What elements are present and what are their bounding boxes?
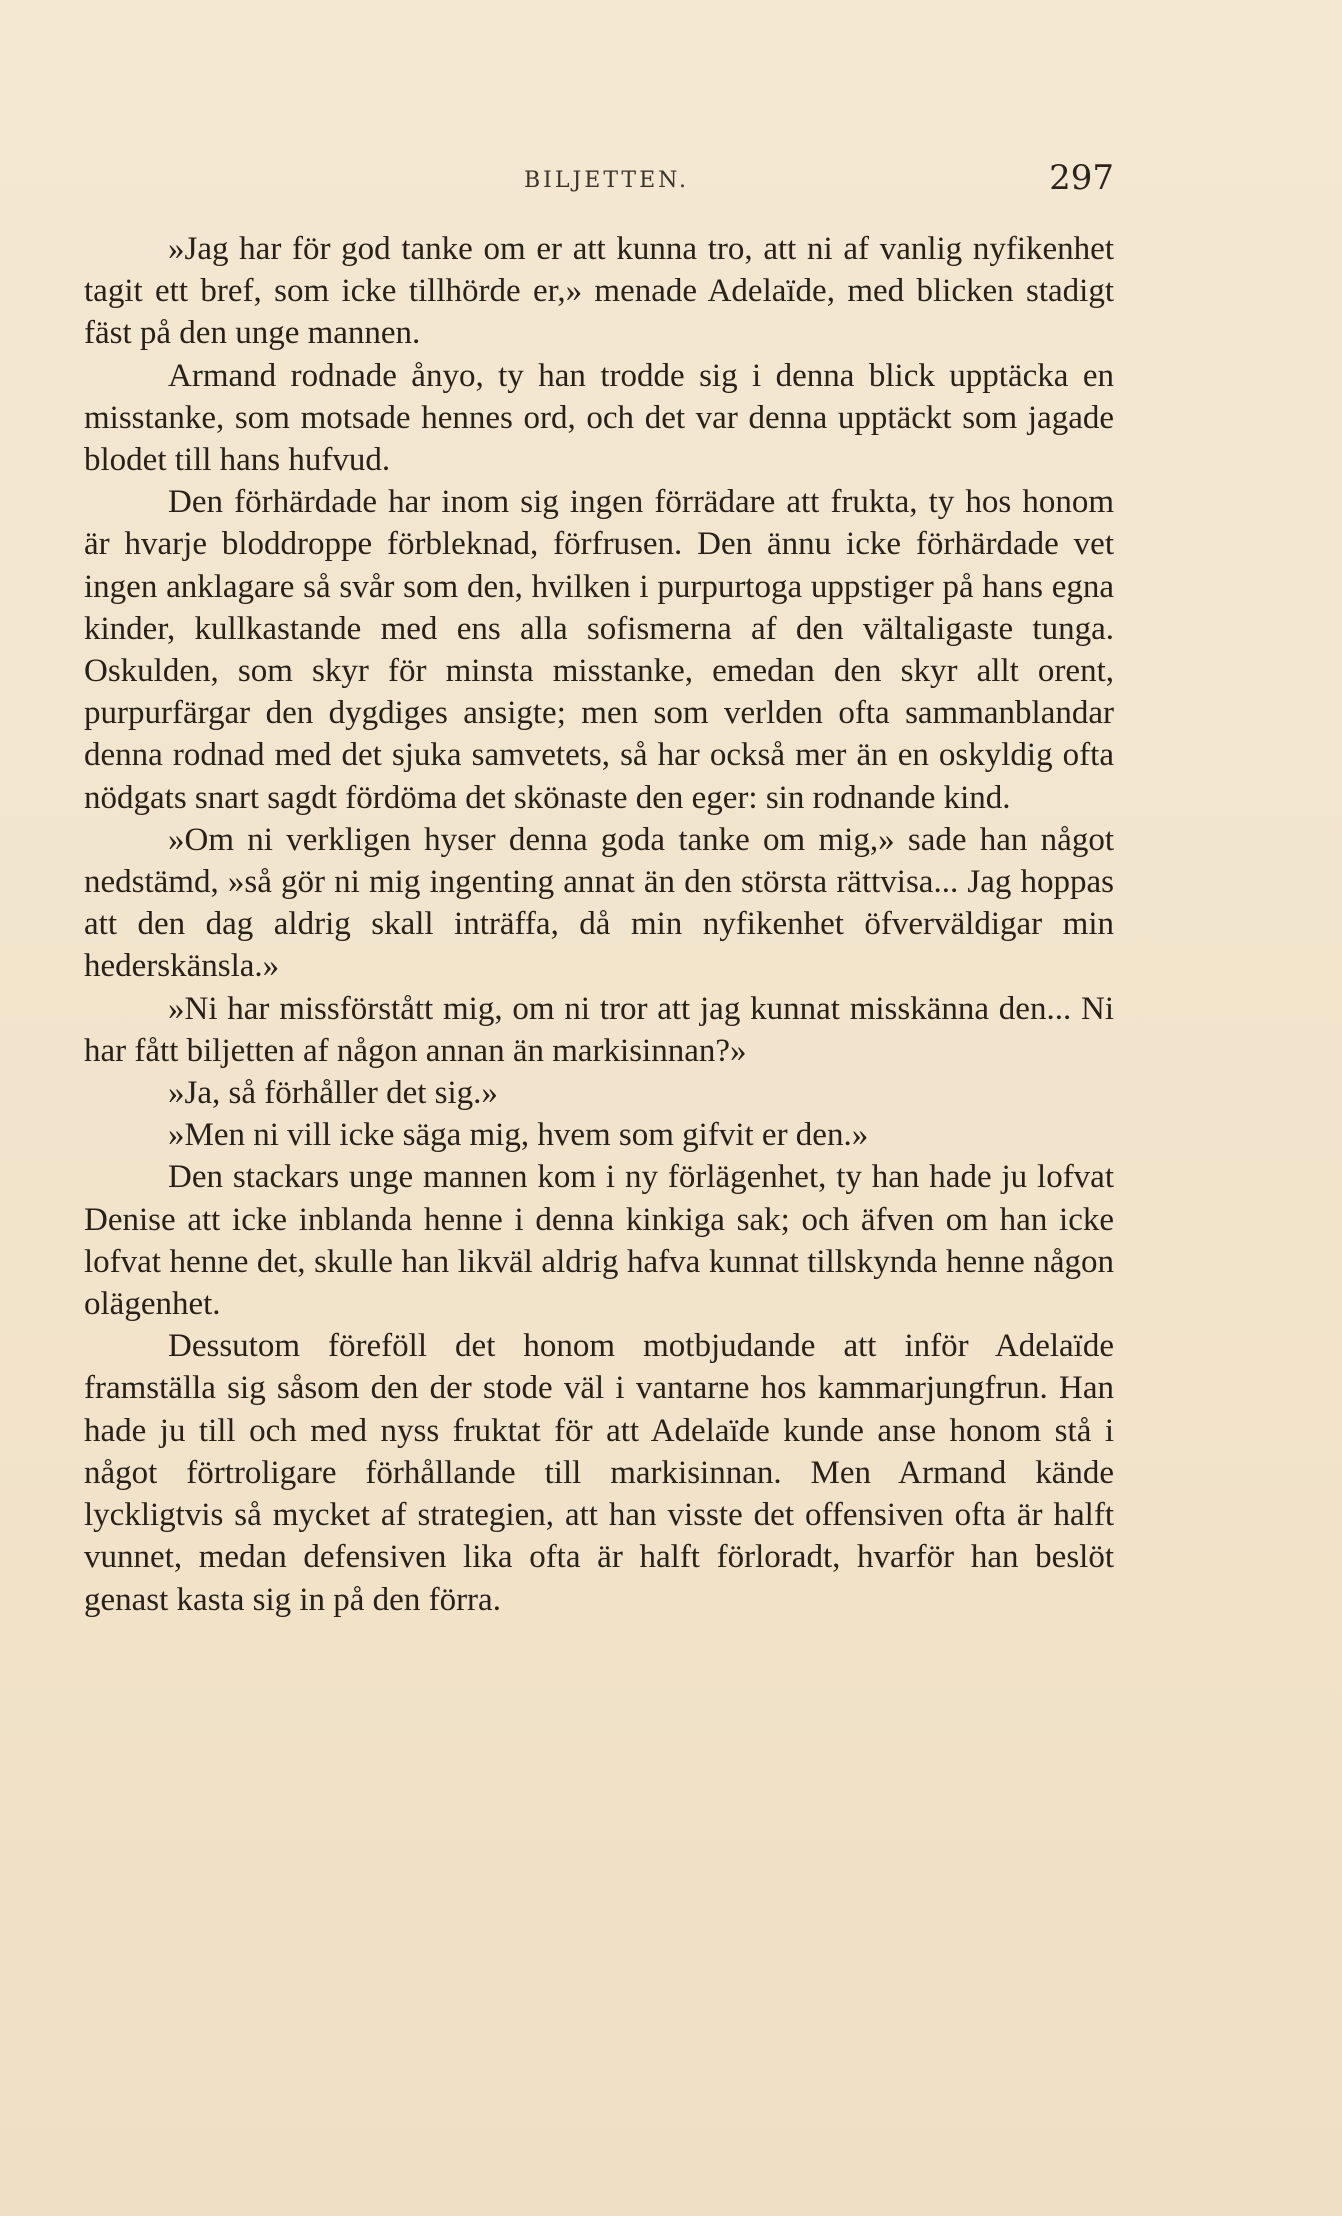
paragraph: »Ja, så förhåller det sig.» [168, 1075, 498, 1112]
body-text [84, 228, 1114, 1621]
paragraph: Dessutom föreföll det honom motbjudande att inför Adelaïde framställa sig såsom den der stode väl i vantarne hos kammarjungfrun. Han hade ju till och med nyss fruktat för att Adelaïde kunde anse honom stå i något förtroligare förhållande till markisinnan. Men Armand kände lyckligtvis så mycket af strategien, att han visste det offensiven ofta är halft vunnet, medan defensiven lika ofta är halft förloradt, hvarför han beslöt genast kasta sig in på den förra. [84, 1328, 1114, 1618]
paragraph: Den förhärdade har inom sig ingen förrädare att frukta, ty hos honom är hvarje bloddroppe förbleknad, förfrusen. Den ännu icke förhärdade vet ingen anklagare så svår som den, hvilken i purpurtoga uppstiger på hans egna kinder, kullkastande med ens alla sofismerna af den vältaligaste tunga. Oskulden, som skyr för minsta misstanke, emedan den skyr allt orent, purpurfärgar den dygdiges ansigte; men som verlden ofta sammanblandar denna rodnad med det sjuka samvetets, så har också mer än en oskyldig ofta nödgats snart sagdt fördöma det skönaste den eger: sin rodnande kind. [84, 484, 1114, 816]
paragraph: Armand rodnade ånyo, ty han trodde sig i denna blick upptäcka en misstanke, som motsade hennes ord, och det var denna upptäckt som jagade blodet till hans hufvud. [84, 357, 1114, 479]
paragraph: »Jag har för god tanke om er att kunna tro, att ni af vanlig nyfikenhet tagit ett bref, som icke tillhörde er,» menade Adelaïde, med blicken stadigt fäst på den unge mannen. [84, 231, 1114, 352]
paragraph: »Ni har missförstått mig, om ni tror att jag kunnat misskänna den... Ni har fått biljetten af någon annan än markisinnan?» [84, 990, 1114, 1069]
running-title: BILJETTEN. [524, 168, 689, 193]
running-head [84, 158, 1114, 208]
paragraph: Den stackars unge mannen kom i ny förlägenhet, ty han hade ju lofvat Denise att icke inblanda henne i denna kinkiga sak; och äfven om han icke lofvat henne det, skulle han likväl aldrig hafva kunnat tillskynda henne någon olägenhet. [84, 1159, 1114, 1323]
paragraph: »Om ni verkligen hyser denna goda tanke om mig,» sade han något nedstämd, »så gör ni mig ingenting annat än den största rättvisa... Jag hoppas att den dag aldrig skall inträffa, då min nyfikenhet öfverväldigar min hederskänsla.» [84, 821, 1114, 985]
page-number: 297 [1049, 158, 1114, 198]
paragraph: »Men ni vill icke säga mig, hvem som gifvit er den.» [168, 1117, 869, 1154]
